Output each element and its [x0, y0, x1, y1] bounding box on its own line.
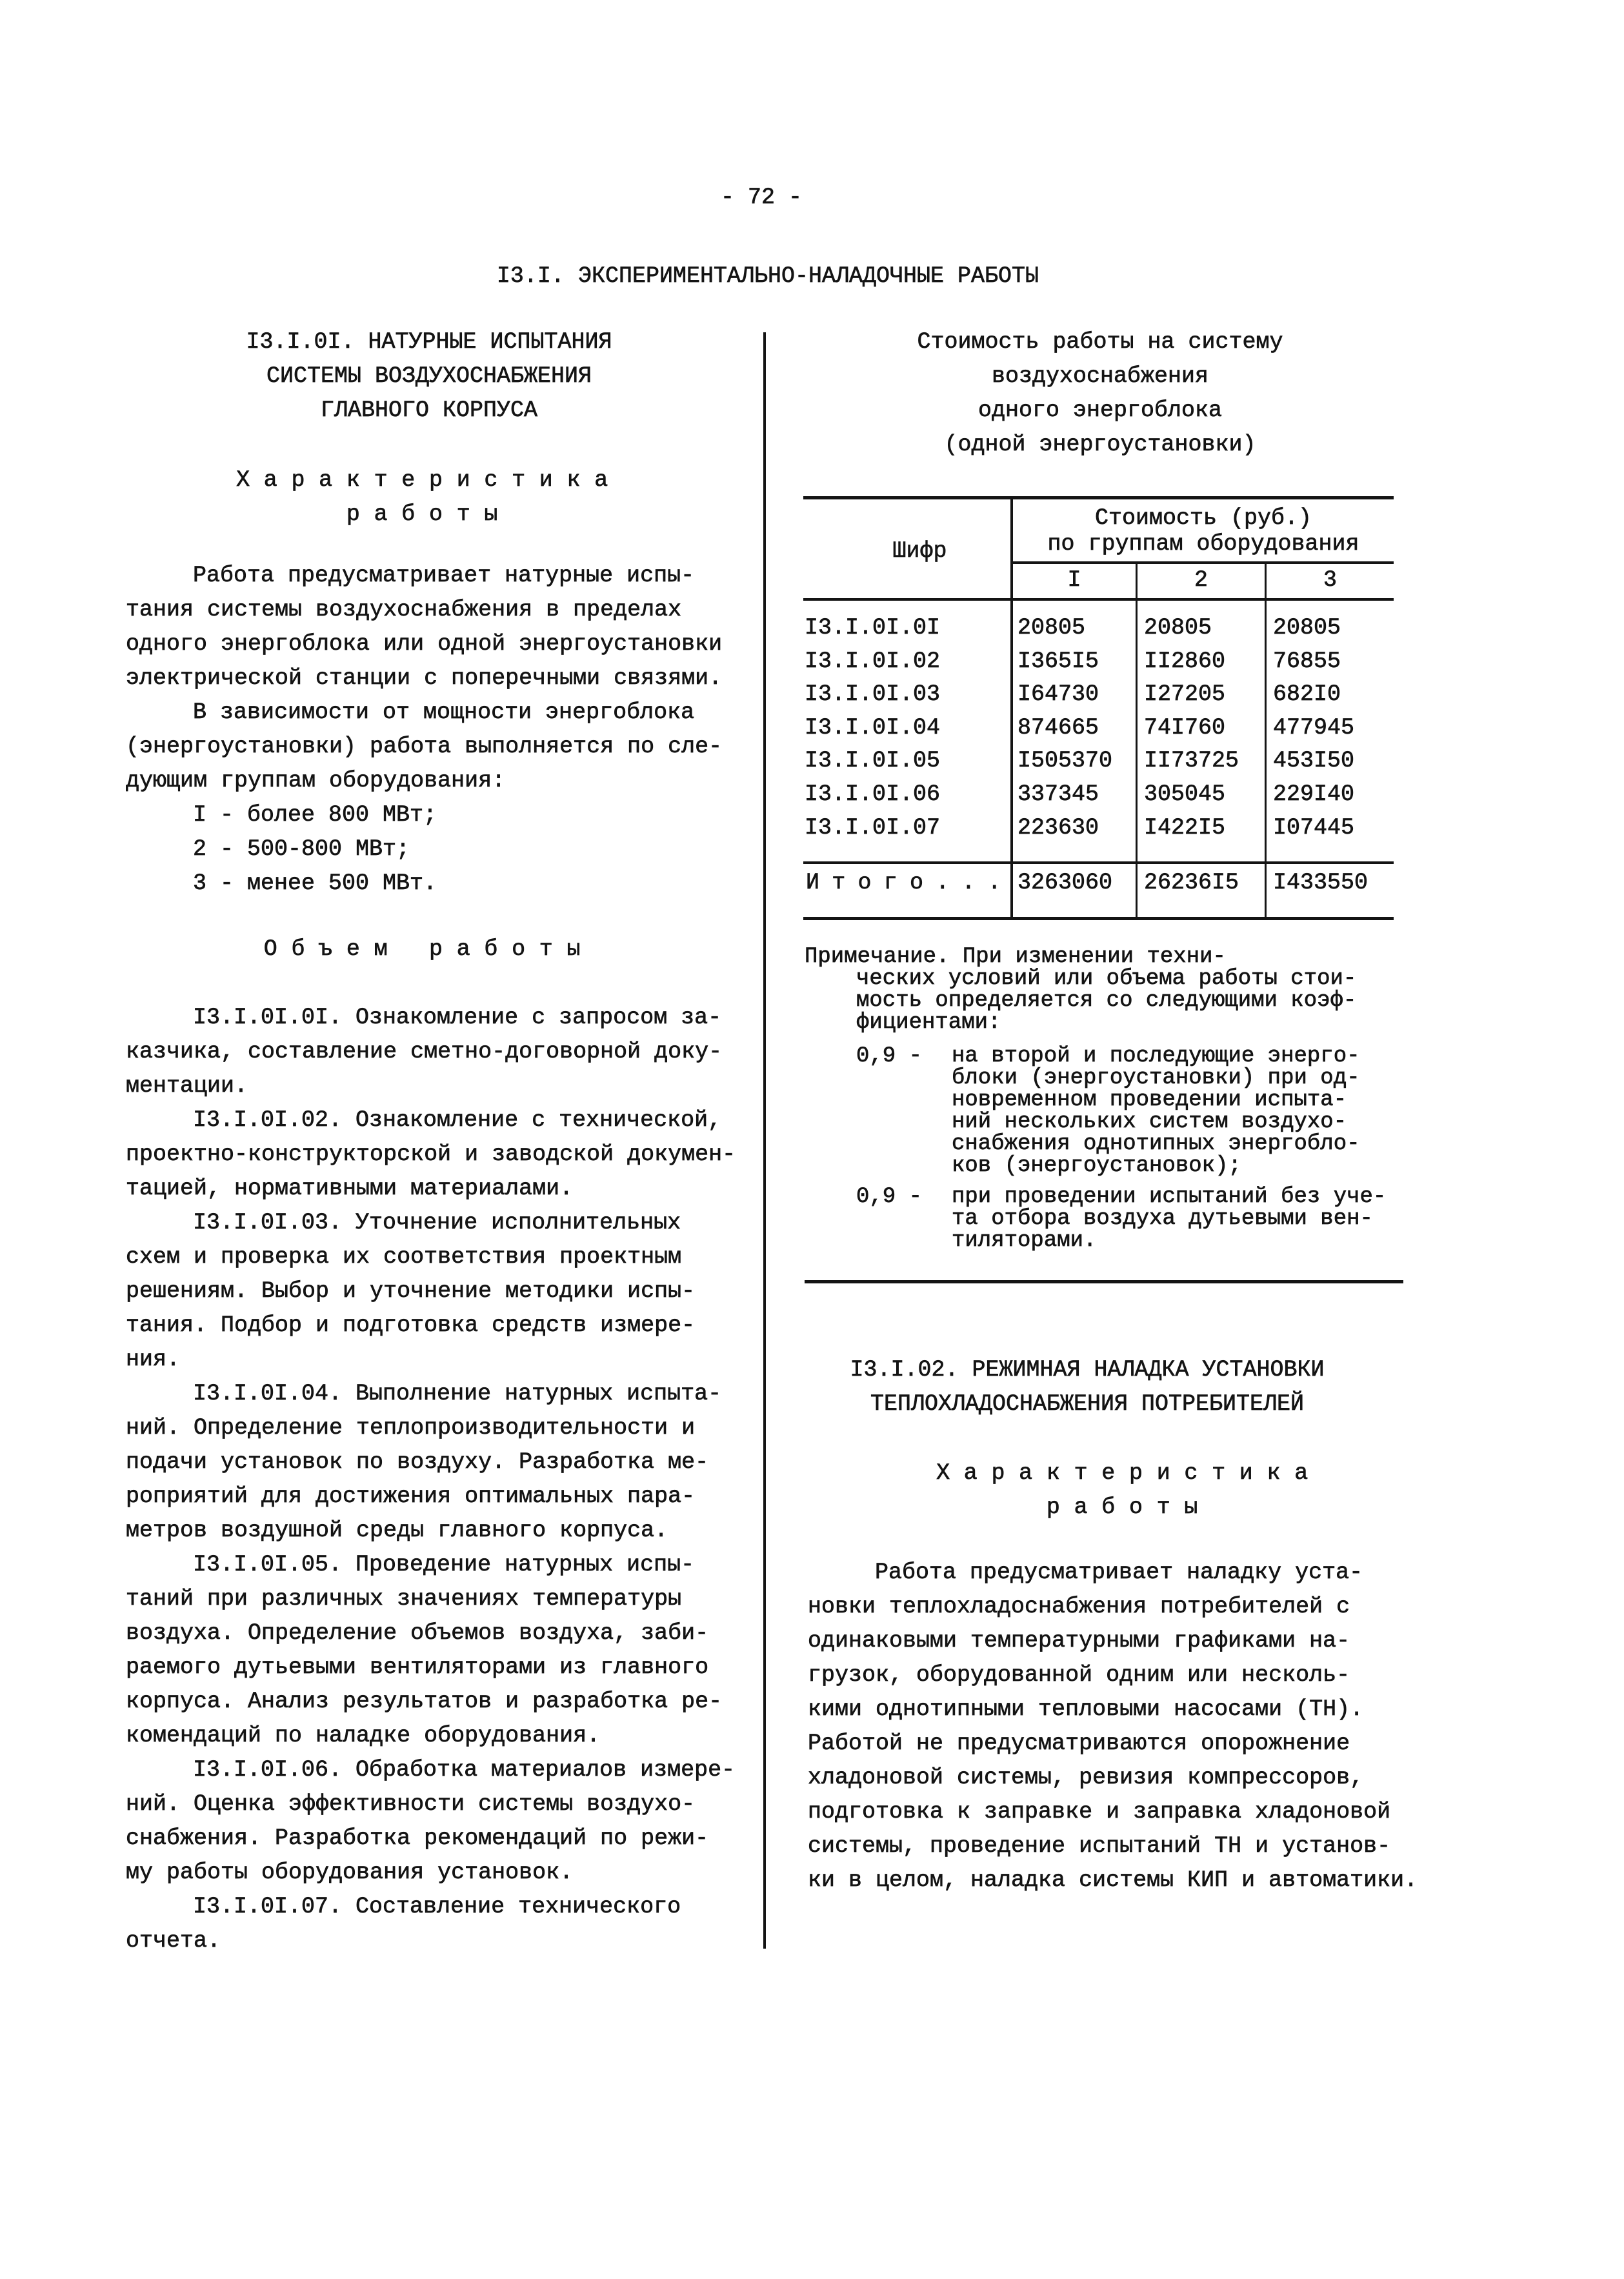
heading-line: I3.I.0I. НАТУРНЫЕ ИСПЫТАНИЯ: [246, 329, 612, 355]
left-characteristics-text: [126, 559, 722, 901]
section-title: I3.I. ЭКСПЕРИМЕНТАЛЬНО-НАЛАДОЧНЫЕ РАБОТЫ: [496, 263, 1039, 289]
note-line: ческих условий или объема работы стои-: [856, 967, 1357, 991]
row-value-group-1: 223630: [1018, 814, 1099, 841]
table-rule: [803, 496, 1394, 499]
group-header-3: 3: [1323, 567, 1337, 593]
row-value-group-2: II73725: [1144, 748, 1239, 774]
table-rule: [1010, 561, 1394, 564]
row-code: I3.I.0I.07: [805, 814, 941, 841]
note-line: мость определяется со следующими коэф-: [856, 989, 1357, 1013]
text-line: I3.I.0I.04. Выполнение натурных испыта-: [193, 1381, 722, 1407]
text-line: тания. Подбор и подготовка средств измере-: [126, 1312, 696, 1338]
total-group-2: 26236I5: [1144, 870, 1239, 896]
text-line: Работа предусматривает наладку уста-: [875, 1560, 1363, 1585]
text-line: I3.I.0I.07. Составление технического: [193, 1894, 681, 1920]
text-line: В зависимости от мощности энергоблока: [193, 699, 695, 725]
row-value-group-1: 337345: [1018, 781, 1099, 807]
row-value-group-1: I505370: [1018, 748, 1113, 774]
row-code: I3.I.0I.03: [805, 681, 941, 708]
note-line: Примечание. При изменении техни-: [805, 945, 1226, 969]
text-line: (энергоустановки) работа выполняется по сле-: [126, 734, 723, 759]
text-line: I3.I.0I.02. Ознакомление с технической,: [193, 1107, 722, 1133]
coefficient-value: 0,9 -: [856, 1044, 923, 1069]
table-col-rule: [1136, 561, 1138, 919]
total-group-3: I433550: [1273, 870, 1368, 896]
right-char-heading: [832, 1456, 1426, 1525]
text-line: тания системы воздухоснабжения в пределах: [126, 597, 682, 623]
row-value-group-2: 20805: [1144, 615, 1212, 641]
row-value-group-1: I64730: [1018, 681, 1099, 708]
title-line: (одной энергоустановки): [944, 432, 1256, 457]
text-line: проектно-конструкторской и заводской докумен-: [126, 1141, 736, 1167]
text-line: метров воздушной среды главного корпуса.: [126, 1518, 668, 1543]
coefficient-text: ний нескольких систем воздухо-: [952, 1110, 1347, 1134]
total-label: Итого...: [806, 870, 1014, 896]
text-line: кими однотипными тепловыми насосами (ТН).: [808, 1696, 1364, 1722]
group-header-1: I: [1067, 567, 1081, 593]
text-line: ментации.: [126, 1073, 248, 1099]
text-line: комендаций по наладке оборудования.: [126, 1723, 601, 1749]
text-line: электрической станции с поперечными связями.: [126, 665, 723, 691]
text-line: схем и проверка их соответствия проектным: [126, 1244, 682, 1270]
total-group-1: 3263060: [1018, 870, 1113, 896]
row-code: I3.I.0I.0I: [805, 615, 941, 641]
coefficient-text: снабжения однотипных энергобло-: [952, 1132, 1360, 1156]
row-value-group-2: II2860: [1144, 648, 1226, 674]
text-line: системы, проведение испытаний ТН и установ-: [808, 1833, 1391, 1859]
row-value-group-2: I422I5: [1144, 814, 1226, 841]
cost-header: Стоимость (руб.): [1094, 505, 1312, 531]
text-line: хладоновой системы, ревизия компрессоров,: [808, 1765, 1364, 1791]
text-line: ки в целом, наладка системы КИП и автоматики.: [808, 1867, 1418, 1893]
row-code: I3.I.0I.06: [805, 781, 941, 807]
row-value-group-3: 76855: [1273, 648, 1341, 674]
text-line: ний. Оценка эффективности системы воздухо-: [126, 1791, 696, 1817]
section-rule: [805, 1280, 1403, 1283]
coefficient-text: на второй и последующие энерго-: [952, 1044, 1360, 1069]
text-line: I - более 800 МВт;: [193, 802, 437, 828]
scope-heading: Объем работы: [263, 936, 595, 962]
subheading: Характеристика: [236, 467, 622, 493]
left-heading: [126, 325, 732, 428]
text-line: грузок, оборудованной одним или несколь-: [808, 1662, 1350, 1688]
row-value-group-3: 682I0: [1273, 681, 1341, 708]
page-number: - 72 -: [720, 185, 803, 210]
row-value-group-3: 453I50: [1273, 748, 1355, 774]
text-line: 2 - 500-800 МВт;: [193, 836, 410, 862]
text-line: I3.I.0I.03. Уточнение исполнительных: [193, 1210, 681, 1236]
text-line: одного энергоблока или одной энергоустановки: [126, 631, 723, 657]
text-line: I3.I.0I.0I. Ознакомление с запросом за-: [193, 1005, 722, 1030]
coefficient-text: ков (энергоустановок);: [952, 1154, 1241, 1178]
note: [805, 946, 1386, 1252]
text-line: воздуха. Определение объемов воздуха, заби-: [126, 1620, 709, 1646]
coefficient-text: при проведении испытаний без уче-: [952, 1185, 1387, 1209]
section-2-heading: [787, 1353, 1387, 1421]
left-char-heading: [126, 463, 732, 532]
text-line: ний. Определение теплопроизводительности и: [126, 1415, 696, 1441]
subheading: Характеристика: [936, 1460, 1322, 1486]
scope-of-work-text: [126, 1001, 736, 1958]
text-line: му работы оборудования установок.: [126, 1860, 574, 1885]
text-line: I3.I.0I.05. Проведение натурных испы-: [193, 1552, 695, 1578]
title-line: воздухоснабжения: [991, 363, 1209, 389]
row-code: I3.I.0I.05: [805, 748, 941, 774]
cost-title: [803, 325, 1397, 462]
text-line: снабжения. Разработка рекомендаций по режи-: [126, 1825, 709, 1851]
text-line: новки теплохладоснабжения потребителей с: [808, 1594, 1350, 1620]
table-rule: [803, 917, 1394, 920]
text-line: 3 - менее 500 МВт.: [193, 870, 437, 896]
table-col-rule: [1265, 561, 1267, 919]
note-line: фициентами:: [856, 1010, 1001, 1035]
group-header-2: 2: [1194, 567, 1208, 593]
heading-line: I3.I.02. РЕЖИМНАЯ НАЛАДКА УСТАНОВКИ: [850, 1357, 1325, 1383]
row-value-group-2: 74I760: [1144, 714, 1226, 741]
row-value-group-3: 20805: [1273, 615, 1341, 641]
text-line: решениям. Выбор и уточнение методики испы-: [126, 1278, 696, 1304]
right-characteristics-text: [808, 1556, 1418, 1898]
coefficient-item: [805, 1186, 1386, 1252]
text-line: таний при различных значениях температуры: [126, 1586, 682, 1612]
coefficient-text: новременном проведении испыта-: [952, 1088, 1347, 1112]
text-line: корпуса. Анализ результатов и разработка ре-: [126, 1689, 723, 1714]
text-line: Работой не предусматриваются опорожнение: [808, 1731, 1350, 1756]
row-value-group-1: 874665: [1018, 714, 1099, 741]
text-line: подачи установок по воздуху. Разработка ме-: [126, 1449, 709, 1475]
text-line: тацией, нормативными материалами.: [126, 1176, 574, 1201]
table-rule: [803, 861, 1394, 864]
row-value-group-2: 305045: [1144, 781, 1226, 807]
row-value-group-1: I365I5: [1018, 648, 1099, 674]
subheading: работы: [1046, 1494, 1212, 1520]
cost-table: [803, 496, 1394, 922]
coefficient-text: тиляторами.: [952, 1229, 1097, 1253]
code-header: Шифр: [892, 538, 947, 564]
text-line: отчета.: [126, 1928, 221, 1954]
heading-line: ТЕПЛОХЛАДОСНАБЖЕНИЯ ПОТРЕБИТЕЛЕЙ: [870, 1391, 1305, 1417]
column-divider: [763, 332, 766, 1949]
row-value-group-3: I07445: [1273, 814, 1355, 841]
text-line: раемого дутьевыми вентиляторами из главного: [126, 1654, 709, 1680]
subheading: работы: [346, 501, 512, 527]
text-line: ния.: [126, 1347, 181, 1372]
title-line: Стоимость работы на систему: [917, 329, 1283, 355]
text-line: подготовка к заправке и заправка хладоновой: [808, 1799, 1391, 1825]
coefficient-item: [805, 1045, 1386, 1177]
coefficient-text: та отбора воздуха дутьевыми вен-: [952, 1207, 1373, 1231]
row-value-group-3: 229I40: [1273, 781, 1355, 807]
text-line: роприятий для достижения оптимальных пара-: [126, 1483, 696, 1509]
table-rule: [803, 598, 1394, 601]
row-code: I3.I.0I.04: [805, 714, 941, 741]
text-line: казчика, составление сметно-договорной доку-: [126, 1039, 723, 1065]
text-line: I3.I.0I.06. Обработка материалов измере-: [193, 1757, 736, 1783]
text-line: дующим группам оборудования:: [126, 768, 506, 794]
row-value-group-3: 477945: [1273, 714, 1355, 741]
row-value-group-1: 20805: [1018, 615, 1086, 641]
title-line: одного энергоблока: [977, 397, 1223, 423]
cost-header: по группам оборудования: [1047, 531, 1359, 557]
heading-line: СИСТЕМЫ ВОЗДУХОСНАБЖЕНИЯ: [266, 363, 592, 389]
coefficient-value: 0,9 -: [856, 1185, 923, 1209]
text-line: Работа предусматривает натурные испы-: [193, 563, 695, 588]
table-col-rule: [1010, 496, 1013, 919]
row-value-group-2: I27205: [1144, 681, 1226, 708]
coefficient-text: блоки (энергоустановки) при од-: [952, 1066, 1360, 1090]
row-code: I3.I.0I.02: [805, 648, 941, 674]
heading-line: ГЛАВНОГО КОРПУСА: [320, 397, 538, 423]
text-line: одинаковыми температурными графиками на-: [808, 1628, 1350, 1654]
